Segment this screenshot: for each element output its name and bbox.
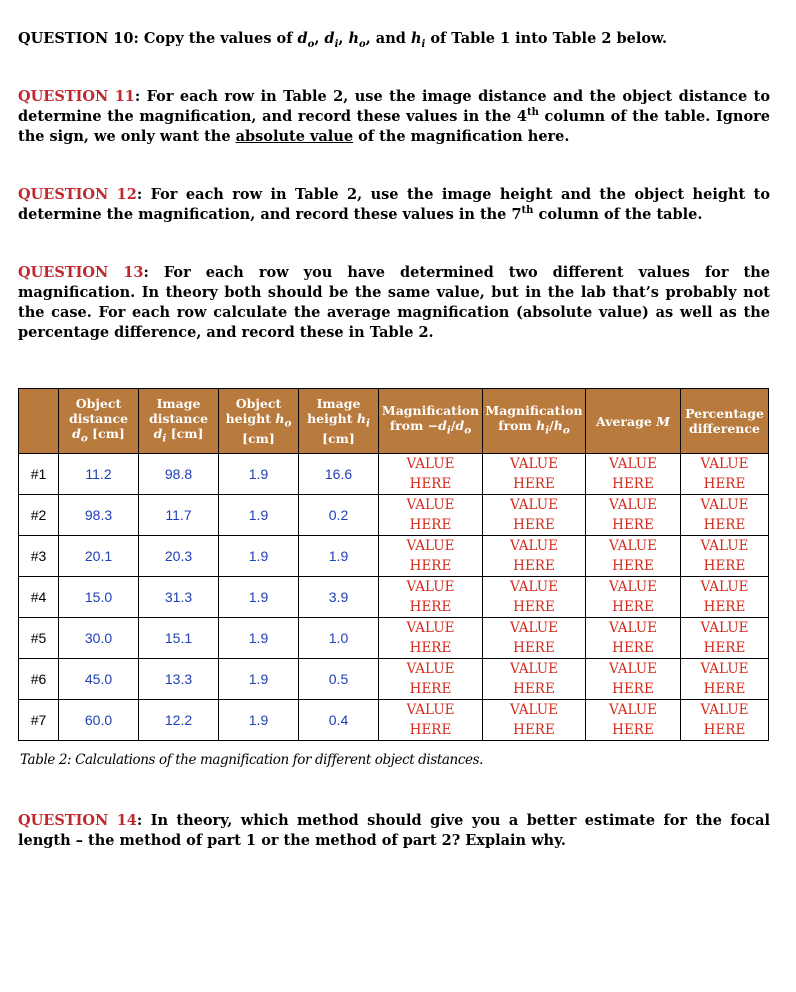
object-height-cell: 1.9 <box>219 659 299 700</box>
image-height-cell: 1.0 <box>299 618 379 659</box>
magnification-distance-cell: VALUE HERE <box>379 495 483 536</box>
object-height-cell: 1.9 <box>219 495 299 536</box>
table-row <box>19 577 769 618</box>
image-distance-cell: 20.3 <box>139 536 219 577</box>
magnification-height-cell: VALUE HERE <box>483 700 586 741</box>
average-m-cell: VALUE HERE <box>586 659 681 700</box>
header-object-distance: Object distance $d_o$ [cm] <box>59 389 139 454</box>
object-distance-cell: 45.0 <box>59 659 139 700</box>
percentage-difference-cell: VALUE HERE <box>681 659 769 700</box>
magnification-distance-cell: VALUE HERE <box>379 454 483 495</box>
magnification-table <box>18 388 769 741</box>
percentage-difference-cell: VALUE HERE <box>681 618 769 659</box>
image-height-cell: 0.5 <box>299 659 379 700</box>
header-magnification-height: Magnification from $h_i/h_o$ <box>483 389 586 454</box>
question-13: QUESTION 13: For each row you have determined two different values for the magnification. In theory both should be the same value, but in the lab that’s probably not the case. For each row calculate the average magnification (absolute value) as well as the percentage difference, and record these in Table 2. <box>18 264 770 341</box>
header-average-m: Average M <box>586 389 681 454</box>
header-object-height: Object height $h_o$ [cm] <box>219 389 299 454</box>
object-height-cell: 1.9 <box>219 536 299 577</box>
image-distance-cell: 12.2 <box>139 700 219 741</box>
row-label: #3 <box>19 536 59 577</box>
header-magnification-distance: Magnification from $-d_i/d_o$ <box>379 389 483 454</box>
header-percentage-difference: Percentage difference <box>681 389 769 454</box>
row-label: #2 <box>19 495 59 536</box>
table-row <box>19 700 769 741</box>
row-label: #1 <box>19 454 59 495</box>
question-11: QUESTION 11: For each row in Table 2, use the image distance and the object distance to determine the magnification, and record these values in the 4th column of the table. Ignore the sign, we only want the absolute value of the magnification here. <box>18 88 770 145</box>
header-row-number <box>19 389 59 454</box>
table-caption: Table 2: Calculations of the magnification for different object distances. <box>20 752 483 768</box>
average-m-cell: VALUE HERE <box>586 454 681 495</box>
object-distance-cell: 15.0 <box>59 577 139 618</box>
percentage-difference-cell: VALUE HERE <box>681 454 769 495</box>
magnification-height-cell: VALUE HERE <box>483 536 586 577</box>
magnification-distance-cell: VALUE HERE <box>379 536 483 577</box>
image-distance-cell: 31.3 <box>139 577 219 618</box>
magnification-distance-cell: VALUE HERE <box>379 577 483 618</box>
question-10: QUESTION 10: Copy the values of $d_o$, $d_i$, $h_o$, and $h_i$ of Table 1 into Table 2 below. <box>18 30 668 50</box>
object-height-cell: 1.9 <box>219 577 299 618</box>
average-m-cell: VALUE HERE <box>586 700 681 741</box>
object-distance-cell: 20.1 <box>59 536 139 577</box>
percentage-difference-cell: VALUE HERE <box>681 577 769 618</box>
object-height-cell: 1.9 <box>219 700 299 741</box>
image-distance-cell: 11.7 <box>139 495 219 536</box>
magnification-height-cell: VALUE HERE <box>483 659 586 700</box>
magnification-height-cell: VALUE HERE <box>483 577 586 618</box>
magnification-height-cell: VALUE HERE <box>483 495 586 536</box>
image-height-cell: 1.9 <box>299 536 379 577</box>
table-row <box>19 618 769 659</box>
image-distance-cell: 15.1 <box>139 618 219 659</box>
image-height-cell: 3.9 <box>299 577 379 618</box>
question-12-label: QUESTION 12 <box>18 186 137 203</box>
magnification-distance-cell: VALUE HERE <box>379 700 483 741</box>
object-distance-cell: 60.0 <box>59 700 139 741</box>
question-14-label: QUESTION 14 <box>18 812 137 829</box>
object-height-cell: 1.9 <box>219 618 299 659</box>
question-13-label: QUESTION 13 <box>18 264 144 281</box>
percentage-difference-cell: VALUE HERE <box>681 536 769 577</box>
magnification-height-cell: VALUE HERE <box>483 618 586 659</box>
object-distance-cell: 30.0 <box>59 618 139 659</box>
object-distance-cell: 98.3 <box>59 495 139 536</box>
object-distance-cell: 11.2 <box>59 454 139 495</box>
table-row <box>19 495 769 536</box>
image-distance-cell: 98.8 <box>139 454 219 495</box>
average-m-cell: VALUE HERE <box>586 618 681 659</box>
image-height-cell: 16.6 <box>299 454 379 495</box>
header-image-distance: Image distance $d_i$ [cm] <box>139 389 219 454</box>
image-height-cell: 0.4 <box>299 700 379 741</box>
row-label: #6 <box>19 659 59 700</box>
table-row <box>19 659 769 700</box>
magnification-distance-cell: VALUE HERE <box>379 659 483 700</box>
average-m-cell: VALUE HERE <box>586 495 681 536</box>
magnification-height-cell: VALUE HERE <box>483 454 586 495</box>
table-header-row <box>19 389 769 454</box>
question-11-label: QUESTION 11 <box>18 88 135 105</box>
question-14: QUESTION 14: In theory, which method should give you a better estimate for the focal length – the method of part 1 or the method of part 2? Explain why. <box>18 812 770 849</box>
table-row <box>19 536 769 577</box>
table-row <box>19 454 769 495</box>
object-height-cell: 1.9 <box>219 454 299 495</box>
image-distance-cell: 13.3 <box>139 659 219 700</box>
percentage-difference-cell: VALUE HERE <box>681 700 769 741</box>
percentage-difference-cell: VALUE HERE <box>681 495 769 536</box>
image-height-cell: 0.2 <box>299 495 379 536</box>
magnification-distance-cell: VALUE HERE <box>379 618 483 659</box>
question-10-label: QUESTION 10 <box>18 30 134 47</box>
row-label: #4 <box>19 577 59 618</box>
average-m-cell: VALUE HERE <box>586 536 681 577</box>
row-label: #5 <box>19 618 59 659</box>
question-12: QUESTION 12: For each row in Table 2, use the image height and the object height to determine the magnification, and record these values in the 7th column of the table. <box>18 186 770 223</box>
header-image-height: Image height $h_i$ [cm] <box>299 389 379 454</box>
average-m-cell: VALUE HERE <box>586 577 681 618</box>
row-label: #7 <box>19 700 59 741</box>
